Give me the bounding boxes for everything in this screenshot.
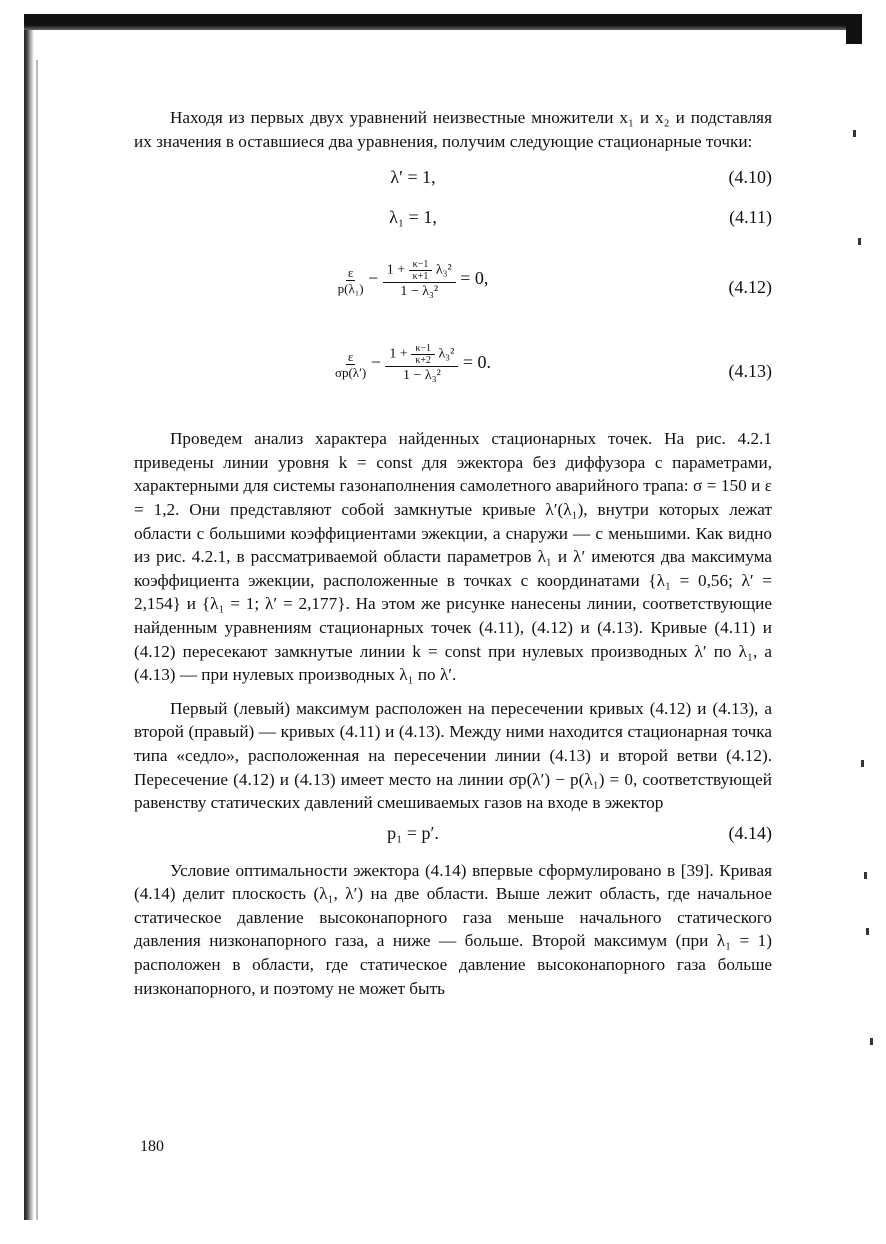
equation-4-13 [134, 333, 772, 417]
scan-edge-top [24, 14, 862, 30]
numerator-prefix: 1 + [389, 346, 408, 362]
scan-speck [861, 760, 864, 767]
equation-body: p₁ = p′. [387, 822, 439, 843]
inner-denominator: κ+2 [415, 355, 432, 367]
equation-number: (4.10) [728, 167, 772, 188]
numerator-suffix: λ₃² [438, 346, 455, 362]
fraction-numerator: ε [347, 264, 354, 280]
body-paragraph-2: Первый (левый) максимум расположен на пересечении кривых (4.12) и (4.13), а второй (правый) — кривых (4.11) и (4.13). Между ними находится стационарная точка типа «седло», расположенная на пересечении линии (4.13) и второй ветви (4.12). Пересечение (4.12) и (4.13) имеет место на линии σp(λ′) − p(λ₁) = 0, соответствующей равенству статических давлений смешиваемых газов на входе в эжектор [134, 698, 772, 813]
rhs-fraction [383, 259, 456, 301]
inner-denominator: κ+1 [412, 271, 429, 283]
scan-speck [853, 130, 856, 137]
equation-4-14 [134, 815, 772, 855]
equation-number: (4.14) [728, 822, 772, 843]
inner-numerator: κ−1 [409, 259, 433, 271]
lhs-fraction [338, 265, 364, 296]
intro-paragraph: Находя из первых двух уравнений неизвестные множители x₁ и x₂ и подставляя их значения в оставшиеся два уравнения, получим следующие стационарные точки: [134, 108, 772, 151]
numerator-prefix: 1 + [386, 262, 406, 278]
equation-body: λ′ = 1, [390, 167, 436, 188]
lhs-fraction [335, 349, 366, 380]
equation-number: (4.13) [728, 361, 772, 382]
body-paragraph-3: Условие оптимальности эжектора (4.14) впервые сформулировано в [39]. Кривая (4.14) делит плоскость (λ₁, λ′) на две области. Выше лежит область, где начальное статическое давление высоконапорного газа меньше начального статического давления низконапорного газа, а ниже — больше. Второй максимум (при λ₁ = 1) расположен в области, где статическое давление высоконапорного газа больше низконапорного, и поэтому не может быть [134, 860, 772, 998]
scan-edge-line [36, 60, 38, 1220]
scan-speck [870, 1038, 873, 1045]
inner-fraction [411, 343, 435, 366]
fraction-denominator: 1 − λ₃² [400, 284, 439, 300]
equation-4-10 [134, 157, 772, 203]
equation-tail: = 0, [460, 268, 489, 289]
fraction-numerator: ε [347, 348, 354, 364]
inner-fraction [409, 259, 433, 282]
numerator-suffix: λ₃² [435, 262, 452, 278]
equation-body: λ₁ = 1, [389, 207, 437, 228]
scan-speck [866, 928, 869, 935]
fraction-denominator: σp(λ′) [334, 364, 367, 380]
scan-speck [864, 872, 867, 879]
body-paragraph-1: Проведем анализ характера найденных стационарных точек. На рис. 4.2.1 приведены линии уровня k = const для эжектора без диффузора с параметрами, характерными для системы газонаполнения самолетного аварийного трапа: σ = 150 и ε = 1,2. Они представляют собой замкнутые кривые λ′(λ₁), внутри которых лежат области с большими коэффициентами эжекции, а снаружи — с меньшими. Как видно из рис. 4.2.1, в рассматриваемой области параметров λ₁ и λ′ имеются два максимума коэффициента эжекции, расположенные в точках с координатами {λ₁ = 0,56; λ′ = 2,154} и {λ₁ = 1; λ′ = 2,177}. На этом же рисунке нанесены линии, соответствующие найденным уравнениям стационарных точек (4.11), (4.12) и (4.13). Кривые (4.11) и (4.12) пересекают замкнутые линии k = const при нулевых производных λ′ по λ₁, а (4.13) — при нулевых производных λ₁ по λ′. [134, 429, 772, 685]
equation-tail: = 0. [462, 352, 492, 373]
equation-body: $\frac{\varepsilon}{\sigma p(\lambda')}$ − 1 + $\frac{\kappa-1}{\kappa+2}$ λ₃² 1 − λ₃² = 0. [334, 343, 492, 384]
page-number: 180 [140, 1138, 164, 1155]
rhs-fraction [385, 343, 458, 385]
scan-speck [858, 238, 861, 245]
equation-body: $\frac{\varepsilon}{\text{p(λ₁)}}$ − 1 + $\frac{\kappa-1}{\kappa+1}$ λ₃² 1 − λ₃² = 0, [337, 259, 489, 300]
equation-4-11 [134, 203, 772, 249]
fraction-numerator [383, 259, 456, 283]
scan-edge-corner [846, 14, 862, 44]
equation-4-12 [134, 249, 772, 333]
page-content [134, 106, 772, 1000]
scan-edge-left [24, 30, 34, 1220]
fraction-denominator: p(λ₁) [337, 280, 364, 296]
inner-numerator: κ−1 [411, 343, 435, 355]
fraction-denominator: 1 − λ₃² [403, 368, 441, 384]
fraction-numerator [385, 343, 458, 367]
equation-number: (4.11) [729, 207, 772, 228]
equation-number: (4.12) [728, 277, 772, 298]
